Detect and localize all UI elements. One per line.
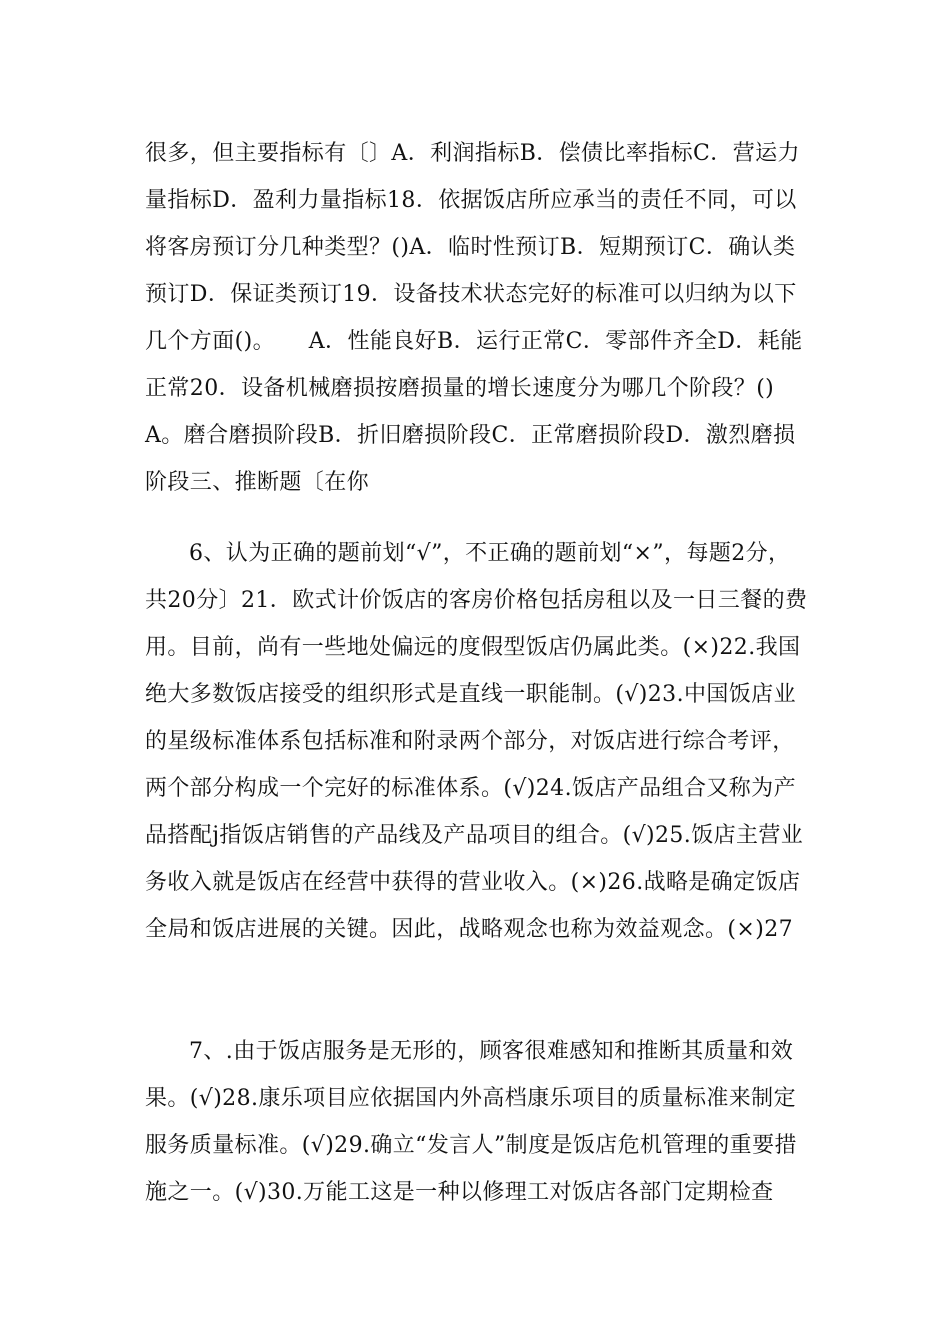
paragraph-judgment-questions: 6、认为正确的题前划“√”，不正确的题前划“×”，每题2分，共20分〕21．欧式计价饭店的客房价格包括房租以及一日三餐的费用。目前，尚有一些地处偏远的度假型饭店仍属此类。(×)22.我国绝大多数饭店接受的组织形式是直线一职能制。(√)23.中国饭店业的星级标准体系包括标准和附录两个部分，对饭店进行综合考评，两个部分构成一个完好的标准体系。(√)24.饭店产品组合又称为产品搭配j指饭店销售的产品线及产品项目的组合。(√)25.饭店主营业务收入就是饭店在经营中获得的营业收入。(×)26.战略是确定饭店全局和饭店进展的关键。因此，战略观念也称为效益观念。(×)27 <box>145 541 808 942</box>
paragraph-multiple-choice-continuation: 很多，但主要指标有〔〕A．利润指标B．偿债比率指标C．营运力量指标D．盈利力量指标18．依据饭店所应承当的责任不同，可以将客房预订分几种类型？()A．临时性预订B．短期预订C．确认类预订D．保证类预订19．设备技术状态完好的标准可以归纳为以下几个方面()。 A．性能良好B．运行正常C．零部件齐全D．耗能正常20．设备机械磨损按磨损量的增长速度分为哪几个阶段？()A。磨合磨损阶段B．折旧磨损阶段C．正常磨损阶段D．激烈磨损阶段三、推断题〔在你 <box>145 141 803 495</box>
paragraph-judgment-questions-continued: 7、.由于饭店服务是无形的，顾客很难感知和推断其质量和效果。(√)28.康乐项目应依据国内外高档康乐项目的质量标准来制定服务质量标准。(√)29.确立“发言人”制度是饭店危机管理的重要措施之一。(√)30.万能工这是一种以修理工对饭店各部门定期检查 <box>145 1039 797 1205</box>
